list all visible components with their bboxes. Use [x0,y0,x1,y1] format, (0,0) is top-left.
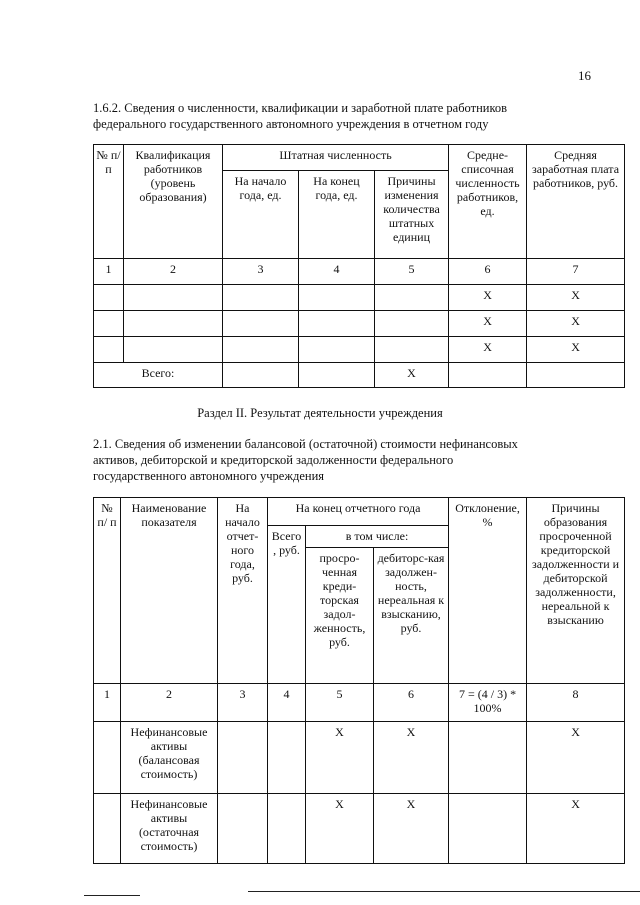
col-number: 1 [94,684,121,722]
table-row [94,285,625,311]
header-num: № п/ п [94,498,121,684]
heading-line: 1.6.2. Сведения о численности, квалификации и заработной плате работников [93,101,508,115]
table-row [94,722,625,794]
scan-edge-line [84,895,140,896]
col-number: 3 [218,684,268,722]
header-qualification: Квалификация работников (уровень образования) [124,145,223,259]
cell-mark: Х [527,794,625,864]
heading-line: активов, дебиторской и кредиторской задолженности федерального [93,453,454,467]
header-reasons: Причины образования просроченной кредиторской задолженности и дебиторской задолженности, нереальной к взысканию [527,498,625,684]
col-number: 2 [121,684,218,722]
row-name: Нефинансовые активы (балансовая стоимость) [121,722,218,794]
col-number: 3 [223,259,299,285]
table-row [94,337,625,363]
staff-table [93,144,625,388]
cell-mark: Х [306,722,374,794]
header-overdue: просро-ченная креди-торская задол-женность, руб. [306,548,374,684]
col-number: 1 [94,259,124,285]
table-row [94,311,625,337]
col-number: 2 [124,259,223,285]
header-receivable: дебиторс-кая задолжен-ность, нереальная к взысканию, руб. [374,548,449,684]
heading-line: государственного автономного учреждения [93,469,325,483]
table-row [94,794,625,864]
section-21-heading [93,436,613,484]
cell-mark: Х [374,722,449,794]
heading-line: 2.1. Сведения об изменении балансовой (остаточной) стоимости нефинансовых [93,437,518,451]
header-start: На начало года, ед. [223,171,299,259]
heading-line: федерального государственного автономного учреждения в отчетном году [93,117,489,131]
total-label: Всего: [94,363,223,388]
scan-edge-line [248,891,640,892]
header-staff: Штатная численность [223,145,449,171]
cell-mark: Х [306,794,374,864]
cell-mark: Х [449,311,527,337]
header-avg-count: Средне-списочная численность работников, ед. [449,145,527,259]
header-num: № п/п [94,145,124,259]
col-number: 7 = (4 / 3) * 100% [449,684,527,722]
cell-mark: Х [527,337,625,363]
col-number: 6 [374,684,449,722]
col-number: 4 [268,684,306,722]
cell-mark: Х [449,337,527,363]
section-162-heading [93,100,613,132]
total-row [94,363,625,388]
col-number: 6 [449,259,527,285]
col-number: 4 [299,259,375,285]
header-total: Всего , руб. [268,526,306,684]
column-number-row [94,684,625,722]
row-name: Нефинансовые активы (остаточная стоимость) [121,794,218,864]
col-number: 7 [527,259,625,285]
cell-mark: Х [374,794,449,864]
col-number: 8 [527,684,625,722]
header-avg-salary: Средняя заработная плата работников, руб. [527,145,625,259]
header-start: На начало отчет-ного года, руб. [218,498,268,684]
cell-mark: Х [449,285,527,311]
column-number-row [94,259,625,285]
section-title: Раздел II. Результат деятельности учреждения [197,406,443,420]
header-reasons: Причины изменения количества штатных единиц [375,171,449,259]
header-deviation: Отклонение, % [449,498,527,684]
col-number: 5 [375,259,449,285]
page-number: 16 [578,68,591,83]
header-including: в том числе: [306,526,449,548]
cell-mark: Х [527,311,625,337]
total-mark: Х [375,363,449,388]
header-end: На конец отчетного года [268,498,449,526]
cell-mark: Х [527,722,625,794]
assets-table [93,497,625,864]
col-number: 5 [306,684,374,722]
header-name: Наименование показателя [121,498,218,684]
header-end: На конец года, ед. [299,171,375,259]
cell-mark: Х [527,285,625,311]
